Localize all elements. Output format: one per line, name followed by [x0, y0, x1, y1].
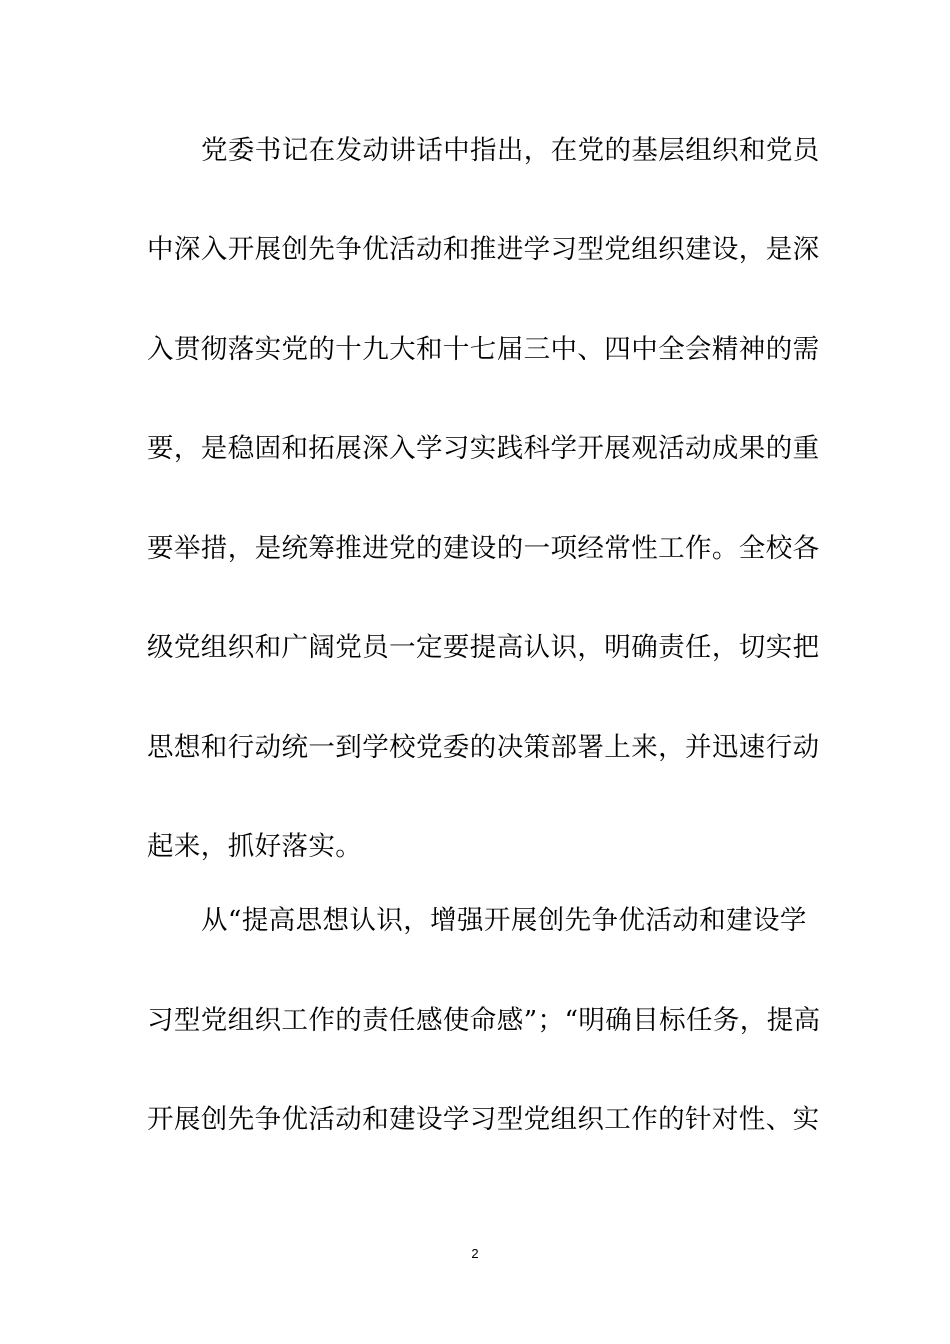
paragraph-1-line-1: 党委书记在发动讲话中指出，在党的基层组织和党员: [201, 135, 820, 166]
page-number: 2: [471, 1246, 479, 1261]
paragraph-1-line-6: 级党组织和广阔党员一定要提高认识，明确责任，切实把: [147, 632, 820, 663]
paragraph-1-line-5: 要举措，是统筹推进党的建设的一项经常性工作。全校各: [147, 533, 820, 564]
paragraph-1-line-8: 起来，抓好落实。: [147, 831, 363, 862]
paragraph-2-line-3: 开展创先争优活动和建设学习型党组织工作的针对性、实: [147, 1104, 820, 1135]
paragraph-2-line-2: 习型党组织工作的责任感使命感”；“明确目标任务，提高: [147, 1005, 821, 1036]
paragraph-1-line-7: 思想和行动统一到学校党委的决策部署上来，并迅速行动: [147, 732, 820, 763]
paragraph-2-line-1: 从“提高思想认识，增强开展创先争优活动和建设学: [201, 905, 807, 936]
paragraph-1-line-3: 入贯彻落实党的十九大和十七届三中、四中全会精神的需: [147, 334, 820, 365]
paragraph-1-line-4: 要，是稳固和拓展深入学习实践科学开展观活动成果的重: [147, 433, 820, 464]
paragraph-1-line-2: 中深入开展创先争优活动和推进学习型党组织建设，是深: [147, 234, 820, 265]
